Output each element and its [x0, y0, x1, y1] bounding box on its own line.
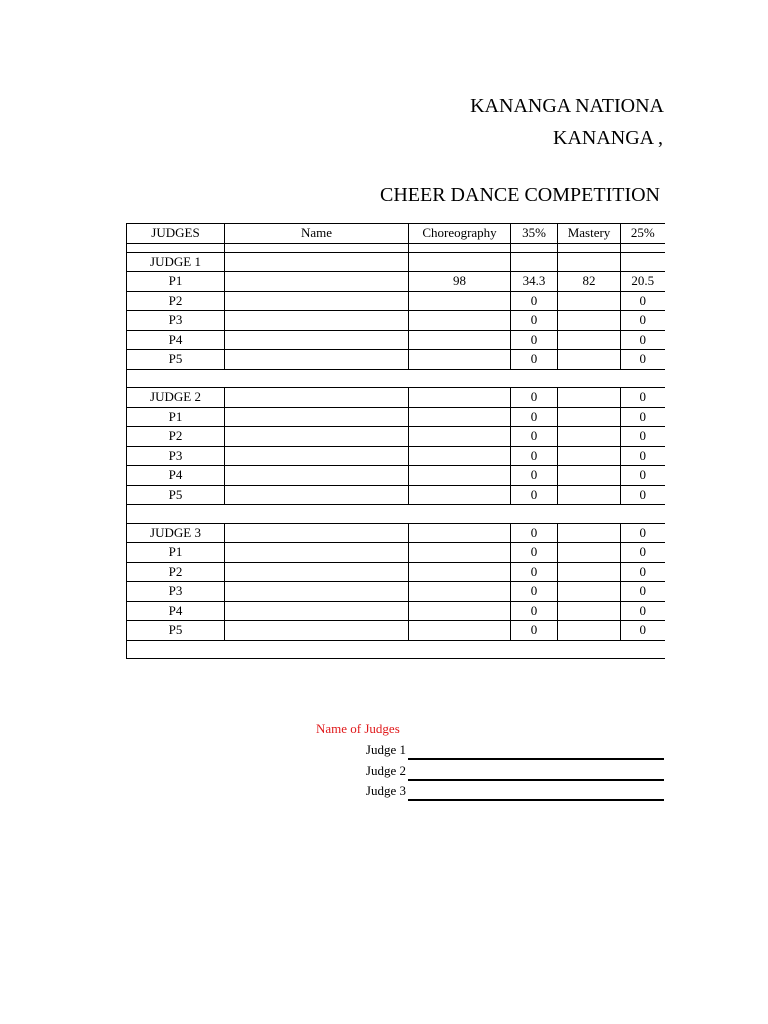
choreography-score: [409, 330, 511, 350]
choreography-weighted: 0: [511, 407, 558, 427]
mastery-weighted: 0: [621, 446, 665, 466]
table-row: [127, 543, 665, 563]
mastery-weighted: 0: [621, 388, 665, 408]
choreography-weighted: 0: [511, 523, 558, 543]
participant-name: [225, 272, 409, 292]
choreography-score: 98: [409, 272, 511, 292]
participant-name: [225, 427, 409, 447]
table-row: [127, 601, 665, 621]
choreography-weighted: 0: [511, 543, 558, 563]
mastery-score: [558, 466, 621, 486]
choreography-score: [409, 446, 511, 466]
spacer-row: [127, 243, 665, 252]
participant-label: P1: [127, 407, 225, 427]
choreography-score: [409, 562, 511, 582]
table-row: [127, 330, 665, 350]
score-table: [126, 223, 665, 659]
table-row: [127, 446, 665, 466]
table-row: [127, 466, 665, 486]
participant-name: [225, 311, 409, 331]
judge-label: JUDGE 3: [127, 523, 225, 543]
participant-label: P3: [127, 582, 225, 602]
judge-label: JUDGE 2: [127, 388, 225, 408]
participant-label: P5: [127, 350, 225, 370]
table-row: [127, 582, 665, 602]
column-header-name: Name: [225, 224, 409, 244]
mastery-weighted: 0: [621, 291, 665, 311]
column-header-choreography: Choreography: [409, 224, 511, 244]
participant-label: P2: [127, 291, 225, 311]
participant-label: P2: [127, 427, 225, 447]
mastery-score: [558, 311, 621, 331]
column-header-choreography-percent: 35%: [511, 224, 558, 244]
participant-label: P2: [127, 562, 225, 582]
table-row: [127, 291, 665, 311]
signature-line[interactable]: [408, 758, 664, 760]
column-header-mastery: Mastery: [558, 224, 621, 244]
participant-label: P5: [127, 485, 225, 505]
table-row: [127, 407, 665, 427]
choreography-weighted: 0: [511, 427, 558, 447]
participant-label: P1: [127, 543, 225, 563]
choreography-score: [409, 350, 511, 370]
mastery-weighted: 0: [621, 427, 665, 447]
participant-name: [225, 407, 409, 427]
judge-row: [127, 523, 665, 543]
table-row: [127, 427, 665, 447]
mastery-weighted: 20.5: [621, 272, 665, 292]
mastery-weighted: 0: [621, 582, 665, 602]
choreography-weighted: 0: [511, 311, 558, 331]
judge-signature-label: Judge 2: [365, 763, 406, 778]
mastery-weighted: 0: [621, 543, 665, 563]
mastery-score: 82: [558, 272, 621, 292]
mastery-score: [558, 291, 621, 311]
participant-label: P4: [127, 466, 225, 486]
participant-name: [225, 350, 409, 370]
choreography-score: [409, 427, 511, 447]
judges-section-title: Name of Judges: [316, 721, 400, 736]
choreography-score: [409, 291, 511, 311]
choreography-weighted: 0: [511, 601, 558, 621]
choreography-score: [409, 311, 511, 331]
participant-label: P3: [127, 311, 225, 331]
mastery-score: [558, 427, 621, 447]
participant-name: [225, 291, 409, 311]
signature-line[interactable]: [408, 799, 664, 801]
choreography-score: [409, 621, 511, 641]
mastery-weighted: 0: [621, 466, 665, 486]
judge-row: [127, 388, 665, 408]
signature-line[interactable]: [408, 779, 664, 781]
participant-name: [225, 601, 409, 621]
choreography-weighted: 0: [511, 350, 558, 370]
mastery-score: [558, 582, 621, 602]
choreography-weighted: 0: [511, 621, 558, 641]
mastery-score: [558, 485, 621, 505]
choreography-score: [409, 407, 511, 427]
table-row: [127, 485, 665, 505]
participant-label: P1: [127, 272, 225, 292]
column-header-mastery-percent: 25%: [621, 224, 665, 244]
mastery-score: [558, 407, 621, 427]
participant-label: P5: [127, 621, 225, 641]
judge-signature-row: [300, 763, 664, 781]
participant-label: P4: [127, 601, 225, 621]
mastery-weighted: 0: [621, 601, 665, 621]
table-row: [127, 272, 665, 292]
group-gap-row: [127, 505, 665, 524]
participant-name: [225, 485, 409, 505]
group-gap-row: [127, 369, 665, 388]
town-name: KANANGA ,: [553, 127, 663, 149]
judge-signature-label: Judge 1: [365, 742, 406, 757]
judge-signature-label: Judge 3: [365, 783, 406, 798]
table-footer-row: [127, 640, 665, 659]
table-row: [127, 311, 665, 331]
school-name: KANANGA NATIONA: [470, 95, 664, 117]
participant-name: [225, 330, 409, 350]
participant-name: [225, 621, 409, 641]
participant-label: P4: [127, 330, 225, 350]
mastery-weighted: 0: [621, 407, 665, 427]
table-row: [127, 350, 665, 370]
mastery-weighted: 0: [621, 350, 665, 370]
participant-name: [225, 562, 409, 582]
mastery-weighted: 0: [621, 523, 665, 543]
judge-row: [127, 252, 665, 272]
choreography-score: [409, 582, 511, 602]
choreography-weighted: 0: [511, 388, 558, 408]
choreography-weighted: 34.3: [511, 272, 558, 292]
table-row: [127, 621, 665, 641]
choreography-score: [409, 466, 511, 486]
judge-signature-row: [300, 783, 664, 801]
mastery-score: [558, 330, 621, 350]
choreography-weighted: 0: [511, 562, 558, 582]
participant-label: P3: [127, 446, 225, 466]
choreography-score: [409, 485, 511, 505]
judge-label: JUDGE 1: [127, 252, 225, 272]
participant-name: [225, 582, 409, 602]
mastery-weighted: 0: [621, 562, 665, 582]
event-title: CHEER DANCE COMPETITION: [380, 184, 660, 206]
column-header-judges: JUDGES: [127, 224, 225, 244]
mastery-score: [558, 350, 621, 370]
mastery-weighted: 0: [621, 330, 665, 350]
mastery-score: [558, 446, 621, 466]
choreography-weighted: 0: [511, 330, 558, 350]
choreography-weighted: 0: [511, 485, 558, 505]
table-header-row: [127, 224, 665, 244]
mastery-score: [558, 601, 621, 621]
participant-name: [225, 466, 409, 486]
choreography-weighted: 0: [511, 446, 558, 466]
judge-signature-row: [300, 742, 664, 760]
participant-name: [225, 543, 409, 563]
mastery-weighted: 0: [621, 311, 665, 331]
participant-name: [225, 446, 409, 466]
mastery-score: [558, 562, 621, 582]
mastery-weighted: 0: [621, 621, 665, 641]
choreography-weighted: 0: [511, 291, 558, 311]
mastery-weighted: 0: [621, 485, 665, 505]
mastery-score: [558, 543, 621, 563]
choreography-score: [409, 543, 511, 563]
choreography-score: [409, 601, 511, 621]
mastery-score: [558, 621, 621, 641]
choreography-weighted: 0: [511, 466, 558, 486]
table-row: [127, 562, 665, 582]
choreography-weighted: 0: [511, 582, 558, 602]
